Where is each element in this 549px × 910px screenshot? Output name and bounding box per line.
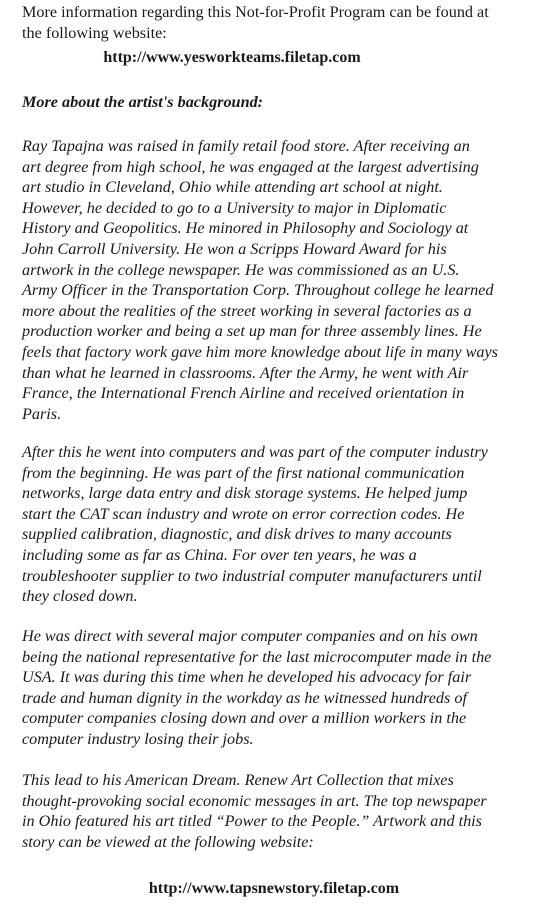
paragraph-line: computer companies closing down and over a million workers in the <box>22 709 467 728</box>
paragraph-line: computer industry losing their jobs. <box>22 729 254 748</box>
paragraph-line: However, he decided to go to a University to major in Diplomatic <box>22 198 447 217</box>
paragraph-line: John Carroll University. He won a Scripps Howard Award for his <box>22 239 447 258</box>
paragraph-line: in Ohio featured his art titled “Power to the People.” Artwork and this <box>22 812 482 831</box>
intro-line: More information regarding this Not-for-Profit Program can be found at <box>22 3 489 21</box>
paragraph-line: After this he went into computers and was part of the computer industry <box>22 443 488 461</box>
paragraph-computers <box>22 442 488 607</box>
paragraph-line: more about the realities of the street working in several factories as a <box>22 301 472 320</box>
section-heading-block <box>22 92 263 112</box>
paragraph-line: France, the International French Airline and received orientation in <box>22 384 465 403</box>
paragraph-line: than what he learned in classrooms. After the Army, he went with Air <box>22 363 469 382</box>
paragraph-line: Ray Tapajna was raised in family retail food store. After receiving an <box>22 137 470 155</box>
paragraph-line: USA. It was during this time when he developed his advocacy for fair <box>22 668 472 687</box>
paragraph-line: art studio in Cleveland, Ohio while attending art school at night. <box>22 178 443 197</box>
paragraph-line: Army Officer in the Transportation Corp. Throughout college he learned <box>22 281 494 300</box>
intro-line: the following website: <box>22 23 167 42</box>
intro-url-block <box>22 48 442 68</box>
paragraph-background <box>22 136 498 424</box>
paragraph-line: supplied calibration, diagnostic, and disk drives to many accounts <box>22 525 452 544</box>
paragraph-line: feels that factory work gave him more knowledge about life in many ways <box>22 342 498 361</box>
paragraph-line: Paris. <box>22 404 62 423</box>
paragraph-line: thought-provoking social economic messages in art. The top newspaper <box>22 791 487 810</box>
paragraph-line: trade and human dignity in the workday as he witnessed hundreds of <box>22 688 467 707</box>
program-website-link[interactable]: http://www.yesworkteams.filetap.com <box>103 49 361 66</box>
paragraph-line: art degree from high school, he was engaged at the largest advertising <box>22 157 479 176</box>
paragraph-line: production worker and being a set up man for three assembly lines. He <box>22 322 482 341</box>
paragraph-line: including some as far as China. For over ten years, he was a <box>22 545 417 564</box>
paragraph-line: troubleshooter supplier to two industrial computer manufacturers until <box>22 566 482 585</box>
section-heading: More about the artist's background: <box>22 93 264 111</box>
paragraph-line: artwork in the college newspaper. He was commissioned as an U.S. <box>22 260 460 279</box>
paragraph-line: being the national representative for the last microcomputer made in the <box>22 647 492 666</box>
paragraph-line: He was direct with several major computer companies and on his own <box>22 627 478 645</box>
intro-block <box>22 2 489 43</box>
paragraph-line: networks, large data entry and disk storage systems. He helped jump <box>22 484 468 503</box>
paragraph-line: This lead to his American Dream. Renew Art Collection that mixes <box>22 771 454 789</box>
paragraph-line: from the beginning. He was part of the first national communication <box>22 463 465 482</box>
paragraph-line: story can be viewed at the following website: <box>22 832 314 851</box>
paragraph-line: start the CAT scan industry and wrote on error correction codes. He <box>22 504 465 523</box>
paragraph-line: History and Geopolitics. He minored in Philosophy and Sociology at <box>22 219 469 238</box>
paragraph-advocacy <box>22 626 491 750</box>
paragraph-line: they closed down. <box>22 587 138 606</box>
closing-url-block <box>22 879 526 899</box>
paragraph-american-dream <box>22 770 487 852</box>
story-website-link[interactable]: http://www.tapsnewstory.filetap.com <box>148 880 400 897</box>
